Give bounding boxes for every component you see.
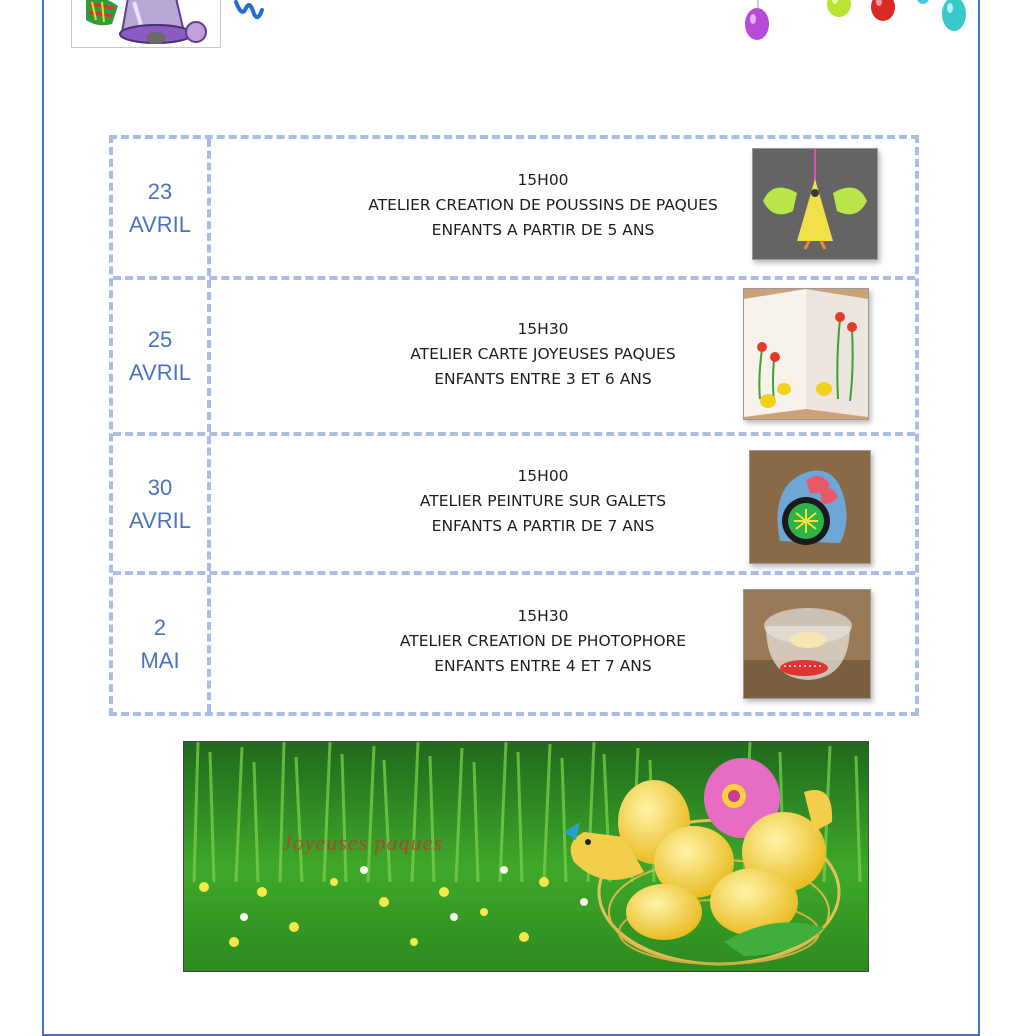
easter-banner-photo — [183, 741, 869, 972]
event-month: AVRIL — [129, 507, 191, 533]
candle-holder-craft-photo — [743, 589, 871, 699]
event-time: 15H00 — [517, 171, 569, 189]
event-activity: ATELIER CARTE JOYEUSES PAQUES — [410, 344, 676, 363]
event-activity: ATELIER CREATION DE POUSSINS DE PAQUES — [368, 196, 718, 214]
event-details — [211, 575, 915, 712]
event-month: AVRIL — [129, 211, 191, 237]
easter-chick-craft-photo — [752, 148, 878, 260]
schedule-row — [113, 436, 915, 575]
event-day: 25 — [147, 327, 173, 352]
date-cell — [113, 575, 211, 712]
event-time: 15H30 — [517, 607, 569, 625]
schedule-table — [109, 135, 919, 716]
hanging-eggs-decoration — [738, 0, 970, 48]
event-day: 23 — [147, 178, 173, 204]
easter-bell-clipart — [71, 0, 221, 48]
event-time: 15H30 — [517, 319, 569, 338]
date-cell — [113, 139, 211, 276]
event-audience: ENFANTS A PARTIR DE 7 ANS — [431, 517, 655, 535]
event-time: 15H00 — [517, 467, 569, 485]
event-audience: ENFANTS ENTRE 4 ET 7 ANS — [434, 657, 652, 675]
schedule-row — [113, 575, 915, 712]
event-audience: ENFANTS ENTRE 3 ET 6 ANS — [434, 369, 652, 388]
banner-caption: Joyeuses paques — [282, 830, 444, 855]
date-cell — [113, 280, 211, 432]
painted-pebble-photo — [749, 450, 871, 564]
event-day: 2 — [153, 614, 167, 640]
event-month: AVRIL — [129, 360, 191, 385]
schedule-row — [113, 280, 915, 436]
event-activity: ATELIER PEINTURE SUR GALETS — [419, 492, 667, 510]
date-cell — [113, 436, 211, 571]
ribbon-decoration — [232, 0, 268, 22]
schedule-row — [113, 139, 915, 280]
event-details — [211, 280, 915, 432]
event-day: 30 — [147, 474, 173, 500]
event-details — [211, 139, 915, 276]
event-details — [211, 436, 915, 571]
easter-card-craft-photo — [743, 288, 869, 420]
event-month: MAI — [140, 647, 180, 673]
event-audience: ENFANTS A PARTIR DE 5 ANS — [431, 221, 655, 239]
event-activity: ATELIER CREATION DE PHOTOPHORE — [399, 632, 687, 650]
